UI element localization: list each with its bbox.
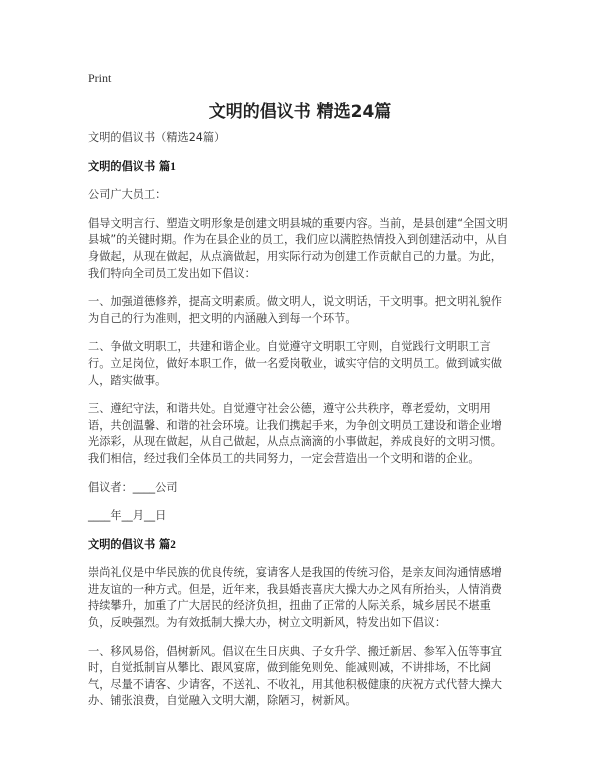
- section-heading-number: 1: [170, 160, 176, 173]
- paragraph-signature: 倡议者：____公司: [88, 480, 178, 494]
- paragraph: 二、争做文明职工，共建和谐企业。自觉遵守文明职工守则，自觉践行文明职工言行。立足岗位，做好本职工作，做一名爱岗敬业，诚实守信的文明员工。做到诚实做人，踏实做事。: [88, 340, 502, 387]
- section-heading-number: 2: [170, 538, 176, 551]
- paragraph: 倡导文明言行、塑造文明形象是创建文明县城的重要内容。当前，是县创建“全国文明县城”的关键时期。作为在县企业的员工，我们应以满腔热情投入到创建活动中，从自身做起，从现在做起，从点滴做起，用实际行动为创建工作贡献自己的力量。为此，我们特向全司员工发出如下倡议：: [88, 216, 508, 280]
- paragraph-salutation: 公司广大员工：: [88, 188, 167, 202]
- paragraph: 三、遵纪守法，和谐共处。自觉遵守社会公德，遵守公共秩序，尊老爱幼，文明用语，共创温馨、和谐的社会环境。让我们携起手来，为争创文明员工建设和谐企业增光添彩，从现在做起，从自己做起，从点点滴滴的小事做起，养成良好的文明习惯。我们相信，经过我们全体员工的共同努力，一定会营造出一个文明和谐的企业。: [88, 402, 502, 465]
- section-heading-1: [88, 159, 512, 176]
- paragraph-date: ____年__月__日: [88, 509, 167, 523]
- paragraph: 一、移风易俗，倡树新风。倡议在生日庆典、子女升学、搬迁新居、参军入伍等事宜时，自觉抵制盲从攀比、跟风宴席，做到能免则免、能减则减，不讲排场，不比阔气，尽量不请客、少请客，不送礼、不收礼，用其他积极健康的庆祝方式代替大操大办、铺张浪费，自觉融入文明大潮，除陋习，树新风。: [88, 644, 502, 708]
- article-subtitle: 文明的倡议书（精选24篇）: [88, 131, 226, 144]
- paragraph: 一、加强道德修养，提高文明素质。做文明人，说文明话，干文明事。把文明礼貌作为自己的行为准则，把文明的内涵融入到每一个环节。: [88, 295, 502, 325]
- article-body: [88, 130, 512, 722]
- page-title: 文明的倡议书 精选24篇: [208, 102, 392, 122]
- print-link[interactable]: Print: [88, 71, 112, 85]
- section-heading-2: [88, 537, 512, 554]
- paragraph: 崇尚礼仪是中华民族的优良传统，宴请客人是我国的传统习俗，是亲友间沟通情感增进友谊的一种方式。但是，近年来，我县婚丧喜庆大操大办之风有所抬头，人情消费持续攀升，加重了广大居民的经济负担，扭曲了正常的人际关系，城乡居民不堪重负，反映强烈。为有效抵制大操大办，树立文明新风，特发出如下倡议：: [88, 566, 502, 630]
- section-heading-text: 文明的倡议书 篇: [88, 159, 171, 173]
- section-heading-text: 文明的倡议书 篇: [88, 537, 171, 551]
